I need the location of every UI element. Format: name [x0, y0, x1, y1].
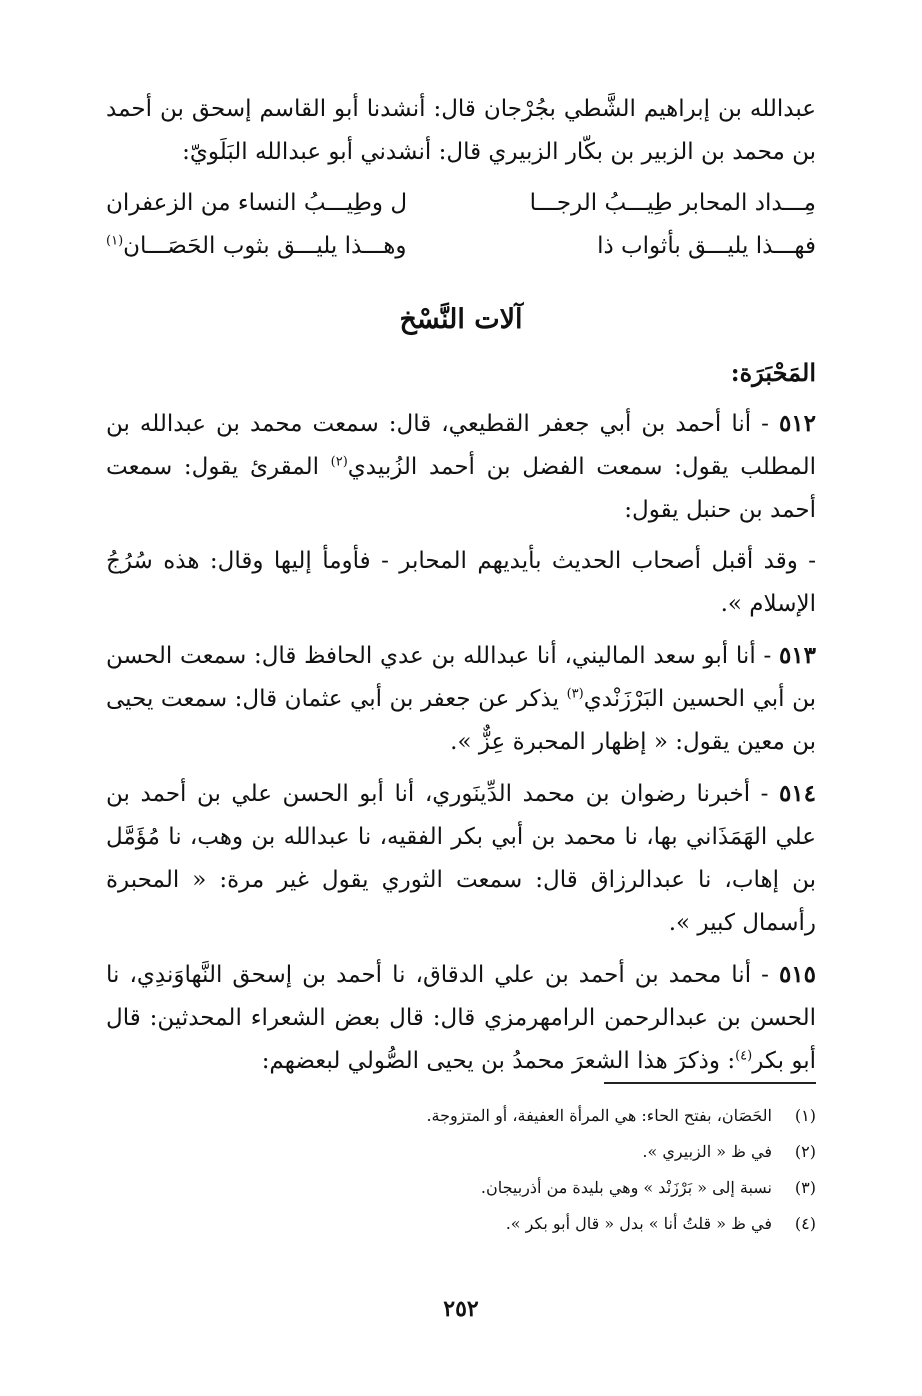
- verse-hemistich: ل وطِيـــبُ النساء من الزعفران: [106, 190, 408, 216]
- footnote-ref: (١): [106, 233, 124, 249]
- main-text: [106, 88, 816, 1091]
- intro-paragraph: [106, 88, 816, 174]
- poem-verse: [106, 182, 816, 268]
- verse-text: وهـــذا يليـــق بثوب الحَصَـــان: [123, 233, 407, 259]
- footnote-text: نسبة إلى « بَرْزَنْد » وهي بليدة من أذربيجان.: [480, 1178, 772, 1197]
- entry-text: - أخبرنا رضوان بن محمد الدِّينَوري، أنا أبو الحسن علي بن أحمد بن علي الهَمَذَاني بها، نا محمد بن أبي بكر الفقيه، نا عبدالله بن وهب، نا مُؤَمَّل بن إهاب، نا عبدالرزاق قال: سمعت الثوري يقول غير مرة: « المحبرة رأسمال كبير ».: [106, 781, 816, 936]
- entry-text: - أنا محمد بن أحمد بن علي الدقاق، نا أحمد بن إسحق النَّهاوَندِي، نا الحسن بن عبدالرحمن الرامهرمزي قال: قال بعض الشعراء المحدثين: قال أبو بكر: [106, 962, 816, 1074]
- verse-hemistich: فهـــذا يليـــق بأثواب ذا: [597, 233, 816, 259]
- footnotes: [106, 1098, 816, 1242]
- entry-text: - أنا أبو سعد الماليني، أنا عبدالله بن عدي الحافظ قال: سمعت الحسن بن أبي الحسين البَرْزَنْدي: [106, 643, 816, 712]
- footnote-divider: [604, 1082, 816, 1084]
- intro-line-2: محمد بن الزبير بن بكّار الزبيري قال: أنشدني أبو عبدالله البَلَويّ:: [182, 139, 785, 165]
- footnote-number: (١): [794, 1106, 816, 1125]
- entry-text: : وذكرَ هذا الشعرَ محمدُ بن يحيى الصُّولي لبعضهم:: [261, 1048, 736, 1074]
- footnote-text: في ظ « الزبيري ».: [642, 1142, 772, 1161]
- verse-line-1: [106, 182, 816, 225]
- entry-text: - أنا أحمد بن أبي جعفر القطيعي، قال: سمعت محمد بن عبدالله بن المطلب يقول: سمعت الفضل بن أحمد الزُبيدي: [106, 411, 816, 480]
- footnote: [106, 1134, 816, 1170]
- entry-number: ٥١٤: [778, 780, 816, 807]
- footnote-number: (٤): [794, 1214, 816, 1233]
- page-number: ٢٥٢: [443, 1296, 479, 1322]
- verse-line-2: [106, 225, 816, 268]
- entry-512-quote: - وقد أقبل أصحاب الحديث بأيديهم المحابر - فأومأ إليها وقال: هذه سُرُجُ الإسلام ».: [106, 548, 816, 617]
- entry-text: يذكر عن جعفر بن أبي عثمان قال: سمعت يحيى بن معين يقول: « إظهار المحبرة عِزٌّ ».: [106, 686, 816, 755]
- subheading: المَحْبَرَة:: [730, 358, 816, 387]
- footnote-number: (٢): [794, 1142, 816, 1161]
- entry-514: [106, 772, 816, 945]
- footnote-ref: (٣): [566, 686, 584, 702]
- footnote: [106, 1098, 816, 1134]
- verse-hemistich: مِـــداد المحابر طِيـــبُ الرجـــا: [529, 190, 816, 216]
- entry-515: [106, 953, 816, 1083]
- footnote-ref: (٢): [330, 454, 348, 470]
- footnote-ref: (٤): [735, 1048, 753, 1064]
- footnote: [106, 1206, 816, 1242]
- footnote-number: (٣): [794, 1178, 816, 1197]
- section-title: آلات النَّسْخ: [399, 304, 523, 335]
- entry-512: [106, 402, 816, 532]
- entry-text: المقرئ يقول: سمعت أحمد بن حنبل يقول:: [106, 454, 816, 523]
- entry-number: ٥١٢: [778, 410, 816, 437]
- intro-line-1: عبدالله بن إبراهيم الشَّطي بجُرْجان قال: أنشدنا أبو القاسم إسحق بن أحمد بن: [106, 96, 816, 165]
- footnote: [106, 1170, 816, 1206]
- footnote-text: في ظ « قلتُ أنا » بدل « قال أبو بكر ».: [505, 1214, 772, 1233]
- verse-hemistich: [106, 225, 407, 268]
- footnote-text: الحَصَان، بفتح الحاء: هي المرأة العفيفة، أو المتزوجة.: [426, 1106, 772, 1125]
- entry-number: ٥١٣: [778, 642, 816, 669]
- entry-513: [106, 634, 816, 764]
- entry-number: ٥١٥: [778, 961, 816, 988]
